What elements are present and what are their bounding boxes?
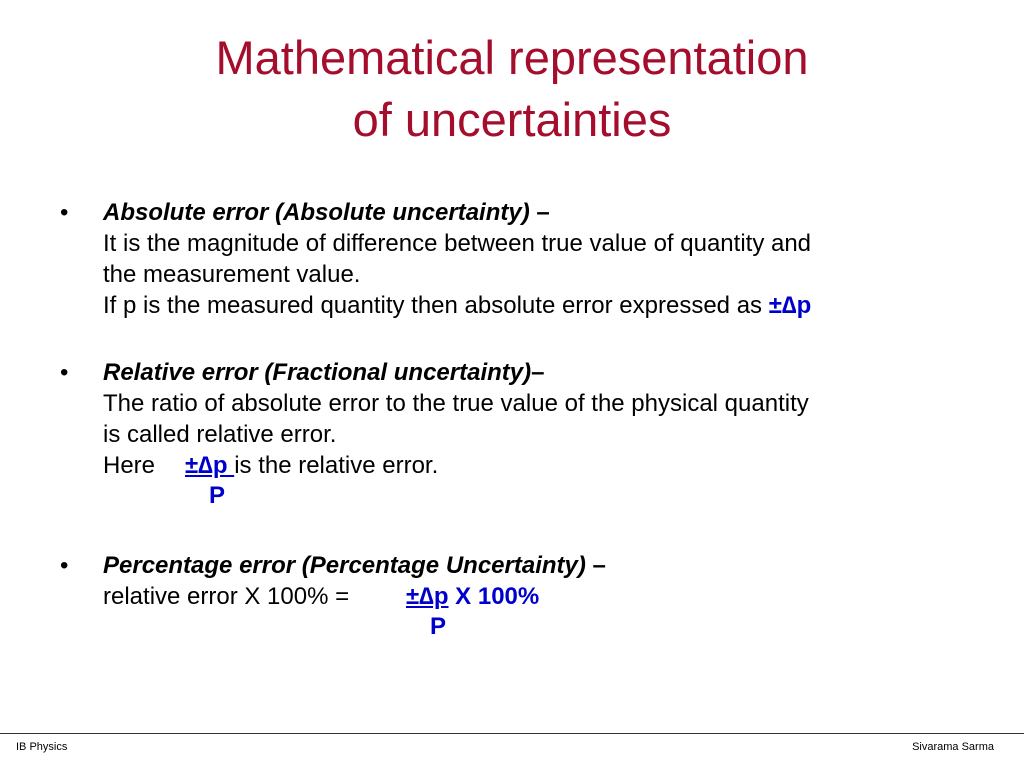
body-line: It is the magnitude of difference between true value of quantity and (103, 230, 812, 257)
bullet-marker: • (60, 552, 69, 579)
expression-line (103, 451, 155, 481)
footer-divider (0, 733, 1024, 734)
heading-dash: – (529, 199, 550, 226)
footer-left-text: IB Physics (16, 741, 68, 753)
bullet-heading-line (103, 551, 606, 581)
expression-suffix: is the relative error. (234, 452, 439, 479)
expression-prefix: relative error X 100% = (103, 583, 350, 610)
expression-line (103, 582, 349, 612)
fraction-numerator: ±∆p (406, 583, 449, 610)
expression-suffix: X 100% (448, 583, 540, 610)
bullet-heading-line (103, 198, 550, 228)
bullet-marker: • (60, 359, 69, 386)
bullet-heading: Relative error (Fractional uncertainty) (103, 359, 532, 386)
bullet-heading-line (103, 358, 544, 388)
fraction-denominator: P (209, 482, 226, 509)
body-line: the measurement value. (103, 261, 361, 288)
body-line: The ratio of absolute error to the true value of the physical quantity (103, 390, 809, 417)
fraction-numerator: ±∆p (185, 452, 235, 479)
title-line-2: of uncertainties (352, 93, 672, 146)
body-line: is called relative error. (103, 421, 337, 448)
bullet-heading: Percentage error (Percentage Uncertainty) (103, 552, 586, 579)
title-line-1: Mathematical representation (215, 31, 809, 84)
fraction-line (185, 451, 438, 481)
fraction-line (406, 582, 539, 612)
heading-dash: – (585, 552, 606, 579)
bullet-heading: Absolute error (Absolute uncertainty) (103, 199, 530, 226)
footer-right-text: Sivarama Sarma (912, 741, 994, 753)
heading-dash: – (531, 359, 545, 386)
expression-prefix: If p is the measured quantity then absolute error expressed as (103, 292, 769, 319)
absolute-error-expression: ±∆p (768, 292, 812, 319)
expression-prefix: Here (103, 452, 156, 479)
fraction-denominator: P (430, 613, 447, 640)
expression-line (103, 291, 811, 321)
bullet-marker: • (60, 199, 69, 226)
